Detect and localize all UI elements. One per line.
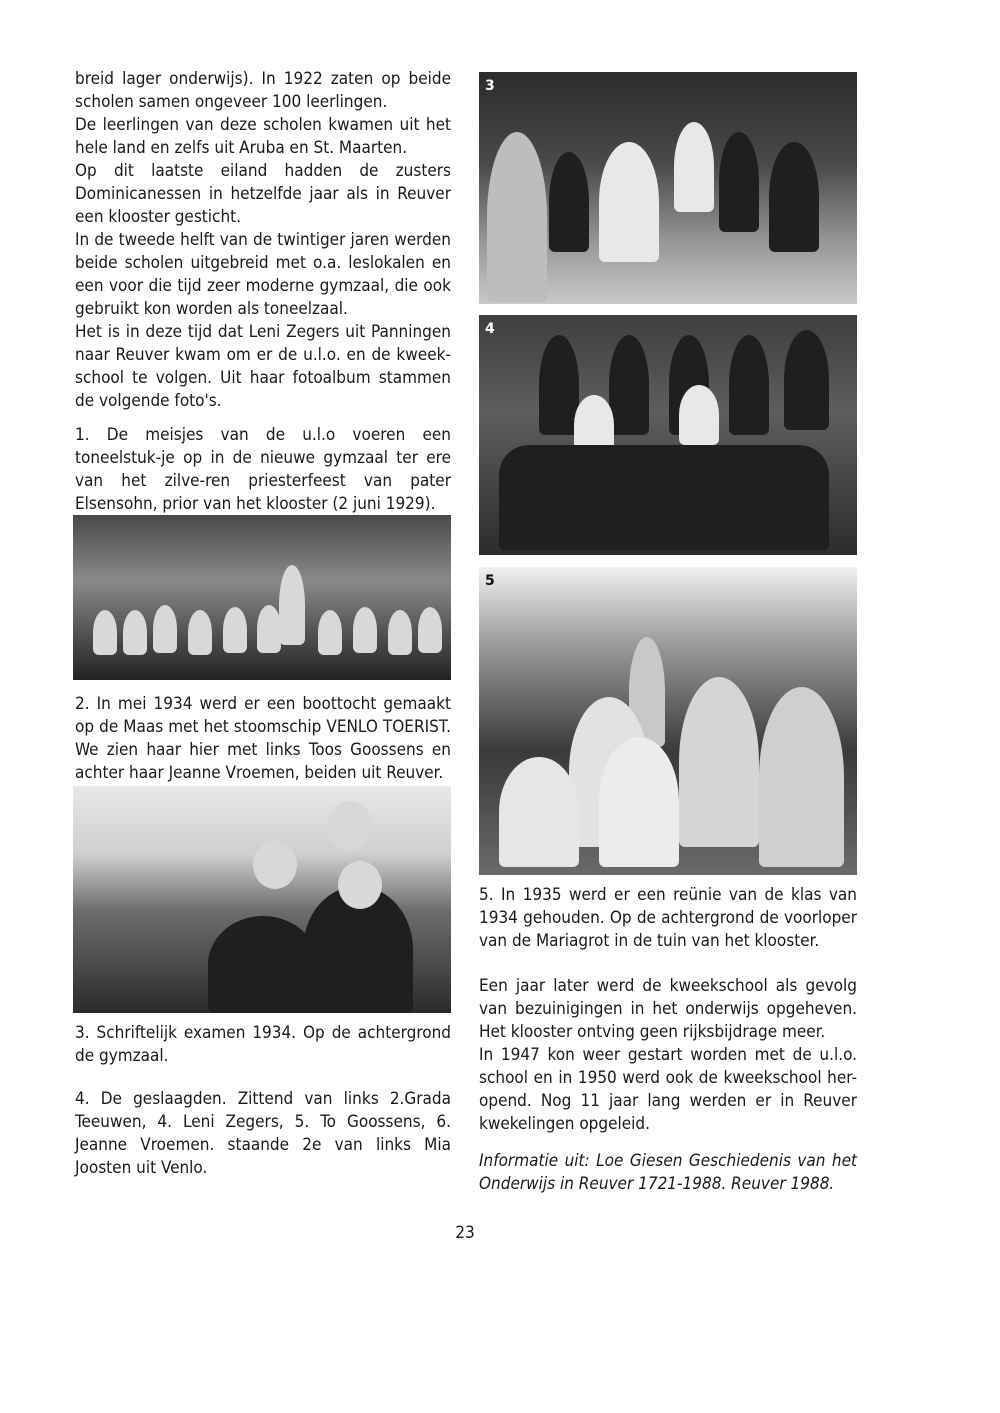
photo-number: 4 — [485, 321, 495, 337]
page-number: 23 — [455, 1223, 475, 1243]
intro-paragraph: Het is in deze tijd dat Leni Zegers uit Panningen naar Reuver kwam om er de u.l.o. en de kweek-school te volgen. Uit haar fotoalbum stammen de volgende foto's. — [75, 322, 451, 411]
photo-number: 5 — [485, 573, 495, 589]
photo-3-exam — [479, 72, 857, 304]
closing-text — [479, 975, 857, 1136]
photo-boat-trip — [73, 786, 451, 1013]
intro-text — [75, 68, 451, 413]
closing-paragraph: In 1947 kon weer gestart worden met de u.l.o. school en in 1950 werd ook de kweekschool her-opend. Nog 11 jaar lang werden er in Reuver kwekelingen opgeleid. — [479, 1045, 857, 1134]
closing-paragraph: Een jaar later werd de kweekschool als gevolg van bezuinigingen in het onderwijs opgeheven. Het klooster ontving geen rijksbijdrage meer. — [479, 976, 857, 1042]
photo-5-reunion — [479, 567, 857, 875]
photo-4-graduates — [479, 315, 857, 555]
photo-number: 3 — [485, 78, 495, 94]
photo-stage-play — [73, 515, 451, 680]
intro-paragraph: Op dit laatste eiland hadden de zusters Dominicanessen in hetzelfde jaar als in Reuver een klooster gesticht. — [75, 161, 451, 227]
intro-paragraph: In de tweede helft van de twintiger jaren werden beide scholen uitgebreid met o.a. leslokalen en een voor die tijd zeer moderne gymzaal, die ook gebruikt kon worden als toneelzaal. — [75, 230, 451, 319]
source-credit: Informatie uit: Loe Giesen Geschiedenis van het Onderwijs in Reuver 1721-1988. Reuver 1988. — [479, 1151, 857, 1194]
caption-1: 1. De meisjes van de u.l.o voeren een toneelstuk-je op in de nieuwe gymzaal ter ere van het zilve-ren priesterfeest van pater Elsensohn, prior van het klooster (2 juni 1929). — [75, 425, 451, 514]
caption-2: 2. In mei 1934 werd er een boottocht gemaakt op de Maas met het stoomschip VENLO TOERIST. We zien haar hier met links Toos Goossens en achter haar Jeanne Vroemen, beiden uit Reuver. — [75, 694, 451, 783]
caption-4: 4. De geslaagden. Zittend van links 2.Grada Teeuwen, 4. Leni Zegers, 5. To Goossens, 6. Jeanne Vroemen. staande 2e van links Mia Joosten uit Venlo. — [75, 1089, 451, 1178]
caption-5: 5. In 1935 werd er een reünie van de klas van 1934 gehouden. Op de achtergrond de voorloper van de Mariagrot in de tuin van het klooster. — [479, 885, 857, 951]
intro-paragraph: breid lager onderwijs). In 1922 zaten op beide scholen samen ongeveer 100 leerlingen. — [75, 69, 451, 112]
intro-paragraph: De leerlingen van deze scholen kwamen uit het hele land en zelfs uit Aruba en St. Maarten. — [75, 115, 451, 158]
caption-3: 3. Schriftelijk examen 1934. Op de achtergrond de gymzaal. — [75, 1023, 451, 1066]
